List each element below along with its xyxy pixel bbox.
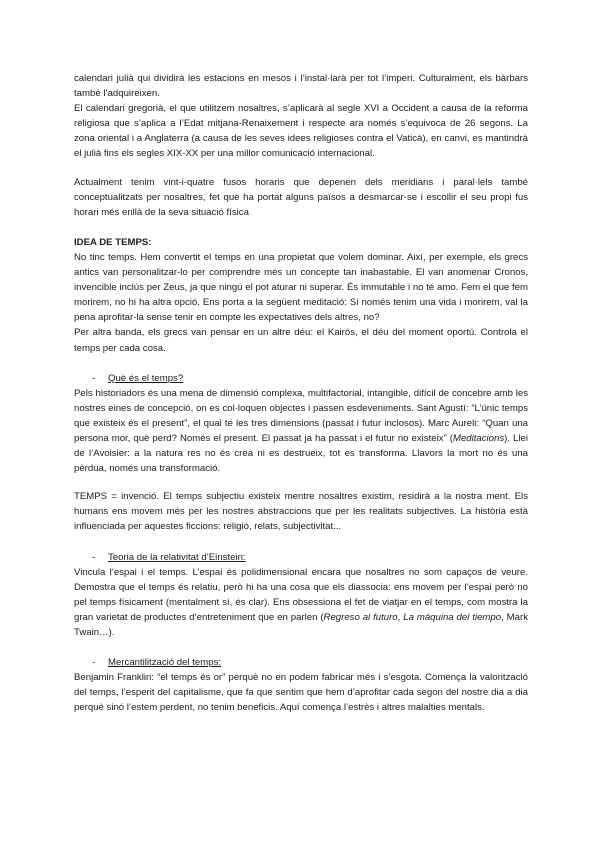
paragraph-gregorian-calendar: El calendari gregorià, el que utilitzem nosaltres, s’aplicarà al segle XVI a Occident a causa de la reforma religiosa que s’aplica a l’Edat mitjana-Renaixement i respecte ara només s’equivoca de 26 segons. La zona oriental i a Anglaterra (a causa de les seves idees religioses contra el Vaticà), en canvi, es mantindrà el julià fins els segles XIX-XX per una millor comunicació internacional. — [74, 103, 528, 160]
bullet-que-es-el-temps — [74, 371, 528, 386]
bullet-dash: - — [92, 551, 96, 563]
paragraph-time-zones: Actualment tenim vint-i-quatre fusos horaris que depenen dels meridians i paral·lels també conceptualitzats per nosaltres, fet que ha portat alguns països a desmarcar-se i escollir el seu propi fus horari més enllà de la seva situació física — [74, 176, 528, 218]
paragraph-julian-calendar: calendari julià qui dividirà les estacions en mesos i l’instal·larà per tot l’imperi. Culturalment, els bàrbars també l’adquireixen. — [74, 73, 528, 100]
bullet-title: Mercantilització del temps: — [108, 657, 222, 669]
italic-regreso: Regreso al futuro — [323, 611, 398, 623]
bullet-mercantilitzacio — [74, 655, 528, 670]
paragraph-einstein: Vincula l’espai i el temps. L’espai és polidimensional encara que nosaltres no som capaços de veure. Demostra que el temps és relatiu, però hi ha una cosa que els diassocia: ens movem per l’espai però no pel temps físicament (mentalment sí, és clar). Ens obsessiona el fet de viatjar en el temps, com mostra la gran varietat de productes d’entreteniment que en parlen (Regreso al futuro, La máquina del tiempo, Mark Twain…). — [74, 566, 528, 638]
paragraph-temps-invencio: TEMPS = invenció. El temps subjectiu existeix mentre nosaltres existim, residirà a la nostra ment. Els humans ens movem més per les nostres abstraccions que per les realitats subjectives. La història està influenciada per aquestes ficcions: religió, relats, subjectivitat... — [74, 491, 528, 533]
bullet-relativitat — [74, 550, 528, 565]
italic-meditacions: Meditacions — [452, 432, 505, 444]
paragraph-franklin: Benjamin Franklin: “el temps és or” perquè no en podem fabricar més i s’esgota. Comença la valorització del temps, l’esperit del capitalisme, que fa que sentim que hem d’aprofitar cada segon del nostre dia a dia perquè sinó l’estem perdent, no tenim beneficis. Aquí comença l’estrès i altres malalties mentals. — [74, 672, 528, 714]
paragraph-kairos: Per altra banda, els grecs van pensar en un altre déu: el Kairós, el déu del moment oportú. Controla el temps per cada cosa. — [74, 327, 528, 354]
heading-idea-de-temps: IDEA DE TEMPS: — [74, 236, 152, 248]
bullet-title: Teoria de la relativitat d’Einstein: — [108, 551, 246, 563]
bullet-dash: - — [92, 372, 96, 384]
bullet-title: Què és el temps? — [108, 372, 184, 384]
bullet-dash: - — [92, 657, 96, 669]
italic-maquina: La máquina del tiempo — [403, 611, 502, 623]
paragraph-cronos: No tinc temps. Hem convertit el temps en una propietat que volem dominar. Així, per exemple, els grecs antics van personalitzar-lo per comprendre més un concepte tan inabastable. El van anomenar Cronos, invencible inclús per Zeus, ja que ningú el pot aturar ni superar. És immutable i no té amo. Fem el que fem morirem, no hi ha altra opció. Ens porta a la següent meditació: Si només tenim una vida i morirem, val la pena aprofitar-la sense tenir en compte les expectatives dels altres, no? — [74, 251, 528, 324]
paragraph-historians: Pels historiadors és una mena de dimensió complexa, multifactorial, intangible, difícil de concebre amb les nostres eines de concepció, on es col·loquen objectes i passen esdeveniments. Sant Agustí: “L’únic temps que existeix és el present”, el qual té les tres dimensions (passat i futur inclosos). Marc Aureli: “Quan una persona mor, què perd? Només el present. El passat ja ha passat i el futur no existeix” (Meditacions). Llei de l’Avoisier: a la natura res no és crea ni es destrueix, tot es transforma. Llavors la mort no és una pèrdua, només una transformació. — [74, 387, 528, 475]
